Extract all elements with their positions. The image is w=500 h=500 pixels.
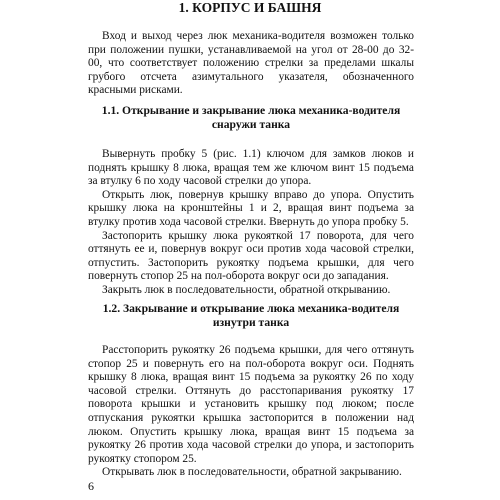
paragraph: Открыть люк, повернув крышку вправо до упора. Опустить крышку люка на кронштейны 1 и 2, вращая винт подъема за втулку против хода часовой стрелки. Ввернуть до упора пробку 5.: [88, 188, 414, 228]
section-2-title-line-1: 1.2. Закрывание и открывание люка механика-водителя: [102, 302, 400, 315]
chapter-intro-block: [88, 30, 414, 98]
section-1-title: [88, 104, 414, 132]
paragraph: Застопорить крышку люка рукояткой 17 поворота, для чего оттянуть ее и, повернув вокруг оси против хода часовой стрелки, отпустить. Застопорить рукоятку подъема крышки, для чего повернуть стопор 25 на пол-оборота вокруг оси до западания.: [88, 229, 414, 283]
section-2-body: [88, 344, 414, 480]
section-1-title-line-1: 1.1. Открывание и закрывание люка механика-водителя: [101, 104, 401, 117]
section-1-body: [88, 148, 414, 298]
paragraph: Открывать люк в последовательности, обратной закрыванию.: [102, 466, 402, 479]
section-2-title: [88, 302, 414, 330]
section-1-title-line-2: снаружи танка: [211, 118, 291, 131]
page-number: 6: [88, 479, 94, 493]
section-2-title-line-2: изнутри танка: [212, 316, 290, 329]
paragraph: Вывернуть пробку 5 (рис. 1.1) ключом для замков люков и поднять крышку 8 люка, вращая тем же ключом винт 15 подъема за втулку 6 по ходу часовой стрелки до упора.: [88, 148, 414, 188]
chapter-title: 1. КОРПУС И БАШНЯ: [178, 0, 322, 15]
paragraph: Расстопорить рукоятку 26 подъема крышки, для чего оттянуть стопор 25 и повернуть его на пол-оборота вокруг оси. Поднять крышку 8 люка, вращая винт 15 подъема за рукоятку 26 по ходу часовой стрелки. Оттянуть до расстопаривания рукоятку 17 поворота крышки и установить крышку под люком; после отпускания рукоятки крышка застопорится в положении над люком. Опустить крышку люка, вращая винт 15 подъема за рукоятку 26 против хода часовой стрелки до упора, и застопорить рукоятку стопором 25.: [88, 344, 414, 465]
chapter-intro-paragraph: Вход и выход через люк механика-водителя возможен только при положении пушки, устанавливаемой на угол от 28-00 до 32-00, что соответствует положению стрелки за пределами шкалы грубого отсчета азимутального указателя, обозначенного красными рисками.: [88, 30, 414, 97]
paragraph: Закрыть люк в последовательности, обратной открыванию.: [102, 283, 391, 296]
